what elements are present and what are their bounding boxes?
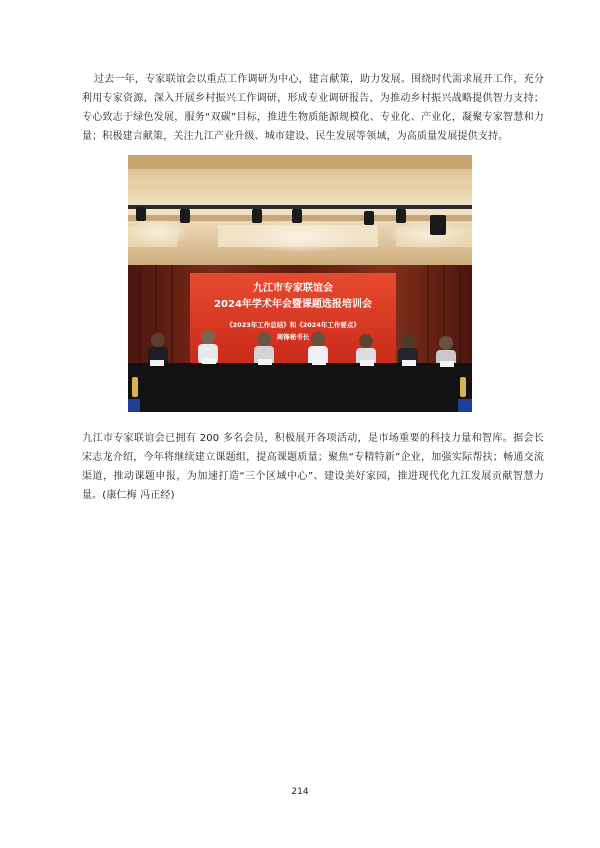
- body-paragraph: 过去一年，专家联谊会以重点工作调研为中心，建言献策，助力发展。围绕时代需求展开工作，充分利用专家资源，深入开展乡村振兴工作调研，形成专业调研报告，为推动乡村振兴战略提供智力支持；专心致志于绿色发展，服务“双碳”目标，推进生物质能源规模化、专业化、产业化，凝聚专家智慧和力量；积极建言献策，关注九江产业升级、城市建设、民生发展等领域，为高质量发展提供支持。: [82, 74, 544, 142]
- banner-line-3: 《2023年工作总结》和《2024年工作要点》: [226, 321, 360, 329]
- page-number: 214: [291, 787, 309, 797]
- body-paragraph-2-text: 九江市专家联谊会已拥有 200 多名会员，积极展开各项活动，是市场重要的科技力量和智库。据会长宋志龙介绍，今年将继续建立课题组，提高课题质量；聚焦“专精特新”企业，加强实际帮扶；畅通交流渠道，推动课题申报，为加速打造“三个区域中心”、建设美好家园，推进现代化九江发展贡献智慧力量。(康仁梅 冯正经): [82, 433, 544, 501]
- meeting-photo: [128, 155, 472, 412]
- banner-line-1: 九江市专家联谊会: [253, 283, 333, 294]
- head-table: [128, 363, 472, 412]
- banner-line-4: 周锋秘书长: [276, 333, 310, 341]
- banner-line-2: 2024年学术年会暨课题选报培训会: [214, 299, 372, 310]
- body-paragraph-2: [82, 429, 544, 505]
- lighting-truss: [128, 205, 472, 209]
